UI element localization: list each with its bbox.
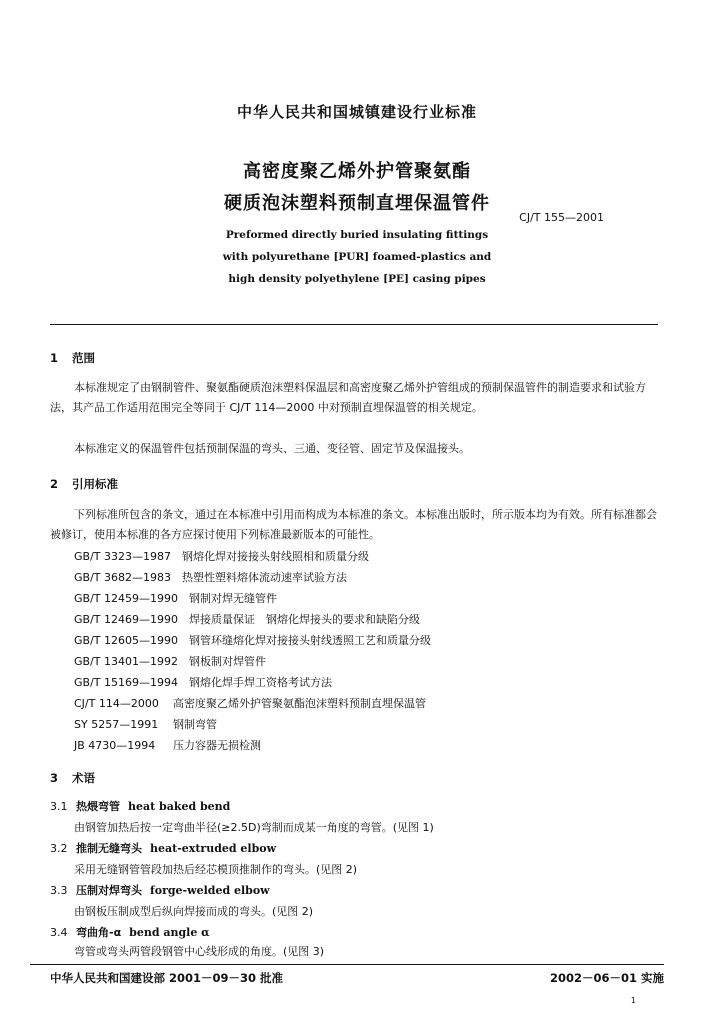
section-title: 范围 — [72, 351, 96, 365]
section-number: 3 — [50, 771, 59, 785]
term-definition: 由钢板压制成型后纵向焊接而成的弯头。(见图 2) — [74, 905, 314, 918]
footer-divider — [30, 964, 664, 965]
reference-item: JB 4730—1994 压力容器无损检测 — [74, 739, 261, 752]
term-heading: 3.4 弯曲角-α bend angle α — [50, 926, 210, 939]
title-cn-line1: 高密度聚乙烯外护管聚氨酯 — [243, 161, 471, 182]
term-definition: 由钢管加热后按一定弯曲半径(≥2.5D)弯制而成某一角度的弯管。(见图 1) — [74, 821, 434, 834]
term-heading: 3.1 热煨弯管 heat baked bend — [50, 800, 231, 813]
reference-item: CJ/T 114—2000 高密度聚乙烯外护管聚氨酯泡沫塑料预制直埋保温管 — [74, 697, 426, 710]
title-en-line1: Preformed directly buried insulating fittings — [225, 229, 489, 241]
standard-code: CJ/T 155—2001 — [519, 211, 604, 224]
section-title: 引用标准 — [72, 477, 119, 491]
reference-item: GB/T 15169—1994 钢熔化焊手焊工资格考试方法 — [74, 676, 332, 689]
title-en-line3: high density polyethylene [PE] casing pipes — [228, 273, 486, 285]
title-en-line2: with polyurethane [PUR] foamed-plastics and — [222, 251, 492, 263]
term-heading: 3.3 压制对焊弯头 forge-welded elbow — [50, 884, 270, 897]
reference-item: GB/T 12469—1990 焊接质量保证 钢熔化焊接头的要求和缺陷分级 — [74, 613, 420, 626]
reference-item: GB/T 3682—1983 热塑性塑料熔体流动速率试验方法 — [74, 571, 347, 584]
reference-item: GB/T 3323—1987 钢熔化焊对接接头射线照相和质量分级 — [74, 550, 369, 563]
page-number: 1 — [630, 996, 636, 1005]
section-number: 2 — [50, 477, 59, 491]
reference-item: GB/T 13401—1992 钢板制对焊管件 — [74, 655, 266, 668]
section-3-heading — [50, 770, 95, 786]
header-divider — [50, 324, 658, 325]
term-definition: 采用无缝钢管管段加热后经芯模顶推制作的弯头。(见图 2) — [74, 863, 358, 876]
reference-item: GB/T 12459—1990 钢制对焊无缝管件 — [74, 592, 277, 605]
term-heading: 3.2 推制无缝弯头 heat-extruded elbow — [50, 842, 277, 855]
reference-item: SY 5257—1991 钢制弯管 — [74, 718, 217, 731]
section-1-heading — [50, 350, 95, 366]
implementation-date: 2002－06－01 实施 — [549, 971, 664, 985]
title-cn-line2: 硬质泡沫塑料预制直埋保温管件 — [224, 193, 490, 214]
standard-body-title: 中华人民共和国城镇建设行业标准 — [236, 103, 477, 121]
section-1-paragraph-2: 本标准定义的保温管件包括预制保温的弯头、三通、变径管、固定节及保温接头。 — [74, 442, 470, 455]
term-definition: 弯管或弯头两管段钢管中心线形成的角度。(见图 3) — [74, 945, 325, 958]
section-number: 1 — [50, 351, 59, 365]
reference-item: GB/T 12605—1990 钢管环缝熔化焊对接接头射线透照工艺和质量分级 — [74, 634, 431, 647]
section-1-paragraph-1: 本标准规定了由钢制管件、聚氨酯硬质泡沫塑料保温层和高密度聚乙烯外护管组成的预制保温管件的制造要求和试验方法，其产品工作适用范围完全等同于 CJ/T 114—2000 中对预制直埋保温管的相关规定。 — [50, 381, 646, 414]
section-2-heading — [50, 476, 118, 492]
approval-date: 中华人民共和国建设部 2001－09－30 批准 — [50, 971, 284, 985]
section-2-intro: 下列标准所包含的条文，通过在本标准中引用而构成为本标准的条文。本标准出版时，所示版本均为有效。所有标准都会被修订，使用本标准的各方应探讨使用下列标准最新版本的可能性。 — [50, 508, 657, 541]
section-title: 术语 — [72, 771, 96, 785]
